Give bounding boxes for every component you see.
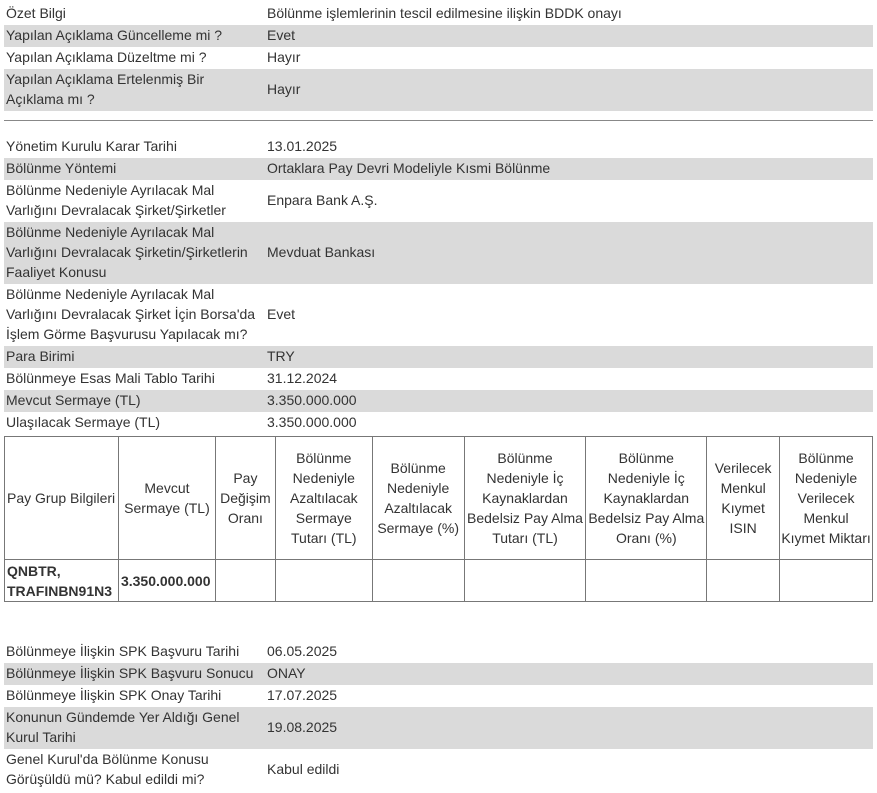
row-label: Genel Kurul'da Bölünme Konusu Görüşüldü mü? Kabul edildi mi? bbox=[6, 751, 209, 787]
row-value: Bölünme işlemlerinin tescil edilmesine ilişkin BDDK onayı bbox=[267, 5, 622, 21]
row-label: Bölünme Nedeniyle Ayrılacak Mal Varlığını Devralacak Şirketin/Şirketlerin Faaliyet Konusu bbox=[6, 224, 248, 280]
row-label: Para Birimi bbox=[6, 348, 75, 364]
row-label: Ulaşılacak Sermaye (TL) bbox=[6, 414, 161, 430]
row-value: Hayır bbox=[267, 81, 301, 97]
column-header: Bölünme Nedeniyle Azaltılacak Sermaye (%) bbox=[372, 437, 464, 560]
info-row bbox=[4, 47, 873, 69]
info-row bbox=[4, 663, 873, 685]
row-value: 13.01.2025 bbox=[267, 138, 338, 154]
info-row bbox=[4, 368, 873, 390]
row-label: Bölünme Nedeniyle Ayrılacak Mal Varlığını Devralacak Şirket/Şirketler bbox=[6, 182, 226, 218]
row-value: 31.12.2024 bbox=[267, 370, 338, 386]
row-label: Bölünme Nedeniyle Ayrılacak Mal Varlığını Devralacak Şirket İçin Borsa'da İşlem Görme Başvurusu Yapılacak mı? bbox=[6, 286, 256, 342]
row-label: Konunun Gündemde Yer Aldığı Genel Kurul Tarihi bbox=[6, 709, 240, 745]
info-row bbox=[4, 3, 873, 25]
row-label: Yapılan Açıklama Düzeltme mi ? bbox=[6, 49, 207, 65]
table-cell bbox=[275, 560, 372, 602]
divider bbox=[4, 120, 873, 121]
row-value: 3.350.000.000 bbox=[267, 414, 357, 430]
column-header: Pay Grup Bilgileri bbox=[5, 437, 119, 560]
table-row bbox=[5, 560, 873, 602]
row-label: Özet Bilgi bbox=[6, 5, 66, 21]
table-cell bbox=[707, 560, 780, 602]
table-cell bbox=[215, 560, 275, 602]
row-label: Yönetim Kurulu Karar Tarihi bbox=[6, 138, 177, 154]
info-row bbox=[4, 707, 873, 749]
column-header: Bölünme Nedeniyle İç Kaynaklardan Bedelsiz Pay Alma Oranı (%) bbox=[586, 437, 707, 560]
row-value: Kabul edildi bbox=[267, 761, 340, 777]
info-row bbox=[4, 222, 873, 284]
column-header: Verilecek Menkul Kıymet ISIN bbox=[707, 437, 780, 560]
column-header: Bölünme Nedeniyle Azaltılacak Sermaye Tutarı (TL) bbox=[275, 437, 372, 560]
info-row bbox=[4, 641, 873, 663]
row-value: 3.350.000.000 bbox=[267, 392, 357, 408]
info-row bbox=[4, 136, 873, 158]
division-details-section bbox=[4, 136, 873, 434]
table-cell bbox=[780, 560, 873, 602]
row-label: Bölünmeye Esas Mali Tablo Tarihi bbox=[6, 370, 215, 386]
table-cell bbox=[586, 560, 707, 602]
row-value: Enpara Bank A.Ş. bbox=[267, 192, 378, 208]
row-value: 06.05.2025 bbox=[267, 643, 338, 659]
info-row bbox=[4, 25, 873, 47]
row-value: 17.07.2025 bbox=[267, 687, 338, 703]
info-row bbox=[4, 180, 873, 222]
row-value: ONAY bbox=[267, 665, 306, 681]
table-header-row bbox=[5, 437, 873, 560]
column-header: Bölünme Nedeniyle Verilecek Menkul Kıymet Miktarı bbox=[780, 437, 873, 560]
info-row bbox=[4, 284, 873, 346]
row-label: Mevcut Sermaye (TL) bbox=[6, 392, 141, 408]
row-value: 19.08.2025 bbox=[267, 719, 338, 735]
row-value: Evet bbox=[267, 27, 296, 43]
column-header: Pay Değişim Oranı bbox=[215, 437, 275, 560]
summary-section bbox=[4, 3, 873, 111]
column-header: Mevcut Sermaye (TL) bbox=[118, 437, 215, 560]
current-capital-cell: 3.350.000.000 bbox=[118, 560, 215, 602]
spk-approval-section bbox=[4, 641, 873, 791]
info-row bbox=[4, 69, 873, 111]
info-row bbox=[4, 685, 873, 707]
info-row bbox=[4, 346, 873, 368]
column-header: Bölünme Nedeniyle İç Kaynaklardan Bedelsiz Pay Alma Tutarı (TL) bbox=[464, 437, 586, 560]
row-label: Bölünmeye İlişkin SPK Başvuru Sonucu bbox=[6, 665, 254, 681]
row-value: TRY bbox=[267, 348, 295, 364]
row-value: Hayır bbox=[267, 49, 301, 65]
table-cell bbox=[464, 560, 586, 602]
table-cell bbox=[372, 560, 464, 602]
row-value: Evet bbox=[267, 306, 296, 322]
info-row bbox=[4, 158, 873, 180]
info-row bbox=[4, 749, 873, 791]
row-label: Yapılan Açıklama Güncelleme mi ? bbox=[6, 27, 223, 43]
row-label: Yapılan Açıklama Ertelenmiş Bir Açıklama mı ? bbox=[6, 71, 205, 107]
share-group-cell: QNBTR, TRAFINBN91N3 bbox=[5, 560, 119, 602]
row-value: Ortaklara Pay Devri Modeliyle Kısmi Bölünme bbox=[267, 160, 551, 176]
row-value: Mevduat Bankası bbox=[267, 244, 376, 260]
info-row bbox=[4, 390, 873, 412]
row-label: Bölünme Yöntemi bbox=[6, 160, 117, 176]
info-row bbox=[4, 412, 873, 434]
share-group-table bbox=[4, 436, 873, 602]
row-label: Bölünmeye İlişkin SPK Başvuru Tarihi bbox=[6, 643, 240, 659]
row-label: Bölünmeye İlişkin SPK Onay Tarihi bbox=[6, 687, 222, 703]
